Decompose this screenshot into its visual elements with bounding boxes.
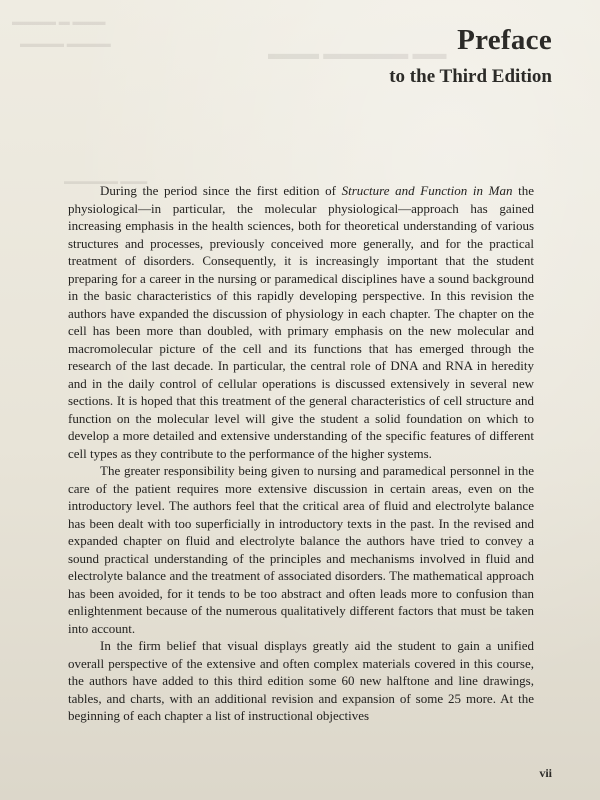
paragraph-3: In the firm belief that visual displays greatly aid the student to gain a unified overall perspective of the extensive and often complex materials covered in this course, the authors have added to this third edition some 60 new halftone and line drawings, tables, and charts, with an additional revision and expansion of some 25 more. At the beginning of each chapter a list of instructional objectives [68, 638, 534, 723]
page-subtitle: to the Third Edition [389, 66, 552, 87]
page-title: Preface [457, 24, 552, 56]
body-text [68, 182, 534, 725]
paragraph-text: the physiological—in particular, the molecular physiological—approach has gained increasing emphasis in the health sciences, both for theoretical understanding of various structures and processes, previously conceived more generally, and for the practical treatment of disorders. Consequently, it is increasingly important that the student preparing for a career in the nursing or paramedical disciplines have a sound background in the basic characteristics of this rapidly developing perspective. In this revision the authors have expanded the discussion of physiology in each chapter. The chapter on the cell has been more than doubled, with primary emphasis on the new molecular and macromolecular picture of the cell and its functions that has emerged through the research of the last decade. In particular, the central role of DNA and RNA in heredity and in the daily control of cellular operations is discussed extensively in several new sections. It is hoped that this treatment of the general characteristics of cell structure and function on the molecular level will give the student a solid foundation on which to develop a more detailed and extensive understanding of the specific features of different cell types as they contribute to the performance of the higher systems. [68, 183, 534, 461]
bleed-through-text: ▬▬▬ ▬ ▬▬▬▬ [12, 16, 106, 28]
bleed-through-text: ▬▬ ▬▬▬▬▬ ▬▬▬ [268, 44, 447, 63]
paragraph-text: During the period since the first edition of [100, 183, 342, 198]
paragraph-2: The greater responsibility being given to nursing and paramedical personnel in the care of the patient requires more extensive discussion in certain areas, even on the introductory level. The authors feel that the critical area of fluid and electrolyte balance has been dealt with too superficially in introductory texts in the past. In the revised and expanded chapter on fluid and electrolyte balance the authors have tried to convey a sound practical understanding of the principles and mechanisms involved in fluid and electrolyte balance and the treatment of associated disorders. The mathematical approach has been avoided, for it tends to be too abstract and often leads more to confusion than enlightenment because of the numerous qualitatively different factors that must be taken into account. [68, 463, 534, 636]
bleed-through-text: ▬▬▬ ▬▬▬▬▬▬ [64, 176, 148, 186]
page-number: vii [539, 766, 552, 780]
book-title-emphasis: Structure and Function in Man [341, 183, 513, 198]
paragraph-1 [68, 182, 534, 462]
bleed-through-text: ▬▬▬▬ ▬▬▬▬ [20, 38, 111, 50]
